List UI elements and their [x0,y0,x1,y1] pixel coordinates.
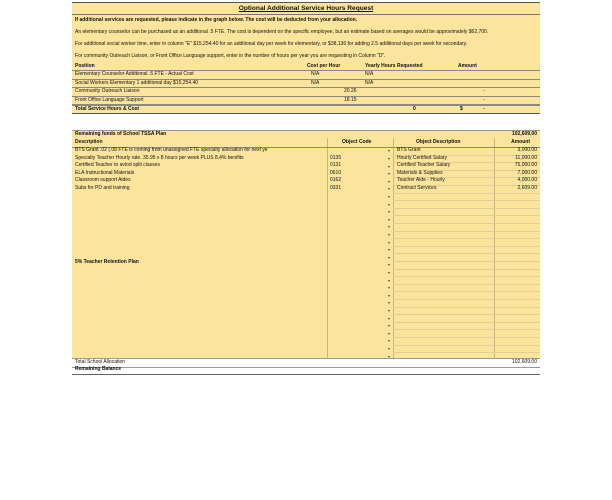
dropdown-arrow-icon[interactable]: ▾ [388,239,391,245]
header-amount: Amount [458,63,477,69]
service-amount[interactable]: - [483,96,485,103]
plan-amount[interactable]: 7,000.00 [517,169,537,176]
plan-row[interactable] [72,177,540,185]
dropdown-arrow-icon[interactable]: ▾ [388,178,391,184]
plan-amount[interactable]: 3,000.00 [517,146,537,153]
service-row[interactable] [72,88,540,96]
plan-object-description[interactable]: Hourly Certified Salary [397,154,448,161]
dropdown-arrow-icon[interactable]: ▾ [388,193,391,199]
dropdown-arrow-icon[interactable]: ▾ [388,353,391,359]
remaining-funds-label: Remaining funds of School TSSA Plan [75,131,167,138]
dropdown-arrow-icon[interactable]: ▾ [388,307,391,313]
counselor-note: An elementary counselor can be purchased as an additional .5 FTE. The cost is dependent on the specific employee, but an estimate based on averages would be approximately $62,700. [75,29,489,35]
header-object-description: Object Description [416,138,461,145]
service-row[interactable] [72,97,540,105]
total-service-currency: $ [460,105,463,112]
dropdown-arrow-icon[interactable]: ▾ [388,224,391,230]
plan-amount[interactable]: 2,609.00 [517,184,537,191]
plan-object-description[interactable]: Certified Teacher Salary [397,162,451,169]
service-cost: 20.26 [344,88,357,95]
header-description: Description [75,138,103,145]
service-table-header [72,63,540,70]
plan-row[interactable] [72,170,540,178]
service-cost: 18.15 [344,96,357,103]
header-yearly-hours: Yearly Hours Requested [365,63,423,69]
dropdown-arrow-icon[interactable]: ▾ [388,186,391,192]
dropdown-arrow-icon[interactable]: ▾ [388,155,391,161]
retention-plan-row [72,259,540,267]
plan-description[interactable]: ELA Instructional Materials [75,169,135,176]
dropdown-arrow-icon[interactable]: ▾ [388,148,391,154]
service-row[interactable] [72,80,540,88]
service-position: Front Office Language Support [75,96,144,103]
social-worker-note: For additional social worker time, enter in column "E" $15,254.40 for an additional day per week for elementary, or $38,136 for adding 2.5 additional days per week for secondary. [75,41,468,47]
intro-text: If additional services are requested, please indicate in the graph below. The cost will be deducted from your allocation. [75,17,358,23]
header-object-code: Object Code [342,138,372,145]
dropdown-arrow-icon[interactable]: ▾ [388,262,391,268]
service-cost: N/A [311,71,320,78]
plan-row[interactable] [72,185,540,193]
total-service-hours: 0 [413,105,416,112]
service-amount[interactable]: - [483,88,485,95]
plan-description[interactable]: Subs for PD and training [75,184,130,191]
dropdown-arrow-icon[interactable]: ▾ [388,323,391,329]
header-amount: Amount [511,138,530,145]
plan-row[interactable] [72,162,540,170]
plan-section [72,130,540,379]
service-request-section [72,2,540,114]
dropdown-arrow-icon[interactable]: ▾ [388,292,391,298]
total-allocation-value: 102,609.00 [511,359,537,366]
dropdown-arrow-icon[interactable]: ▾ [388,247,391,253]
dropdown-arrow-icon[interactable]: ▾ [388,269,391,275]
plan-object-description[interactable]: BTS Grant [397,146,421,153]
page-title: Optional Additional Service Hours Request [72,3,540,15]
plan-object-code[interactable]: 0610 [330,169,342,176]
dropdown-arrow-icon[interactable]: ▾ [388,231,391,237]
dropdown-arrow-icon[interactable]: ▾ [388,345,391,351]
service-position: Community Outreach Liaison [75,88,140,95]
retention-plan-label: 5% Teacher Retention Plan [75,259,139,266]
plan-row[interactable] [72,155,540,163]
total-allocation-label: Total School Allocation [75,359,126,366]
plan-description[interactable]: Specialty Teacher Hourly rate. 35.95 x 8 hours per week PLUS 8.4% benifits [75,154,244,161]
dropdown-arrow-icon[interactable]: ▾ [388,277,391,283]
total-service-amount: - [483,105,485,112]
plan-amount[interactable]: 4,000.00 [517,177,537,184]
plan-object-code[interactable]: 0135 [330,154,342,161]
plan-amount[interactable]: 11,000.00 [515,154,537,161]
service-row[interactable] [72,70,540,79]
dropdown-arrow-icon[interactable]: ▾ [388,201,391,207]
dropdown-arrow-icon[interactable]: ▾ [388,254,391,260]
plan-object-code[interactable]: 0131 [330,162,342,169]
plan-object-description[interactable]: Contract Services [397,184,437,191]
outreach-note: For community Outreach Liaison, or Front Office Language support, enter in the number of hours per year you are requesting in Column "D". [75,53,386,59]
plan-description[interactable]: Certified Teacher to avlod split classes [75,162,160,169]
remaining-funds-value: 102,609.00 [511,131,537,138]
dropdown-arrow-icon[interactable]: ▾ [388,330,391,336]
dropdown-arrow-icon[interactable]: ▾ [388,285,391,291]
dropdown-arrow-icon[interactable]: ▾ [388,300,391,306]
header-cost-per-hour: Cost per Hour [307,63,341,69]
dropdown-arrow-icon[interactable]: ▾ [388,216,391,222]
plan-amount[interactable]: 75,000.00 [514,162,537,169]
service-hours[interactable]: N/A [365,79,374,86]
service-position: Social Workers Elementary 1 additional day $15,254.40 [75,79,199,86]
remaining-balance-row [72,366,540,375]
service-total-row [72,105,540,114]
plan-object-code[interactable]: 0331 [330,184,342,191]
header-position: Position [75,63,95,69]
service-hours[interactable]: N/A [365,71,374,78]
plan-object-description[interactable]: Teacher Aide - Hourly [397,177,445,184]
service-position: Elementary Counselor Additional .5 FTE - Actual Cost [75,71,194,78]
total-service-label: Total Service Hours & Cost [75,105,140,112]
dropdown-arrow-icon[interactable]: ▾ [388,163,391,169]
dropdown-arrow-icon[interactable]: ▾ [388,171,391,177]
spreadsheet [72,2,540,379]
plan-description[interactable]: BTS Grant .02 (.08 FTE is coming from unassigned FTE specialty allocation for next ye [75,146,268,153]
dropdown-arrow-icon[interactable]: ▾ [388,338,391,344]
remaining-funds-row [72,131,540,139]
dropdown-arrow-icon[interactable]: ▾ [388,209,391,215]
plan-object-description[interactable]: Materials & Supplies [397,169,443,176]
plan-description[interactable]: Classroom support Aides [75,177,131,184]
plan-object-code[interactable]: 0162 [330,177,342,184]
service-cost: N/A [311,79,320,86]
dropdown-arrow-icon[interactable]: ▾ [388,315,391,321]
remaining-balance-label: Remaining Balance [75,366,122,373]
plan-row[interactable] [72,147,540,155]
